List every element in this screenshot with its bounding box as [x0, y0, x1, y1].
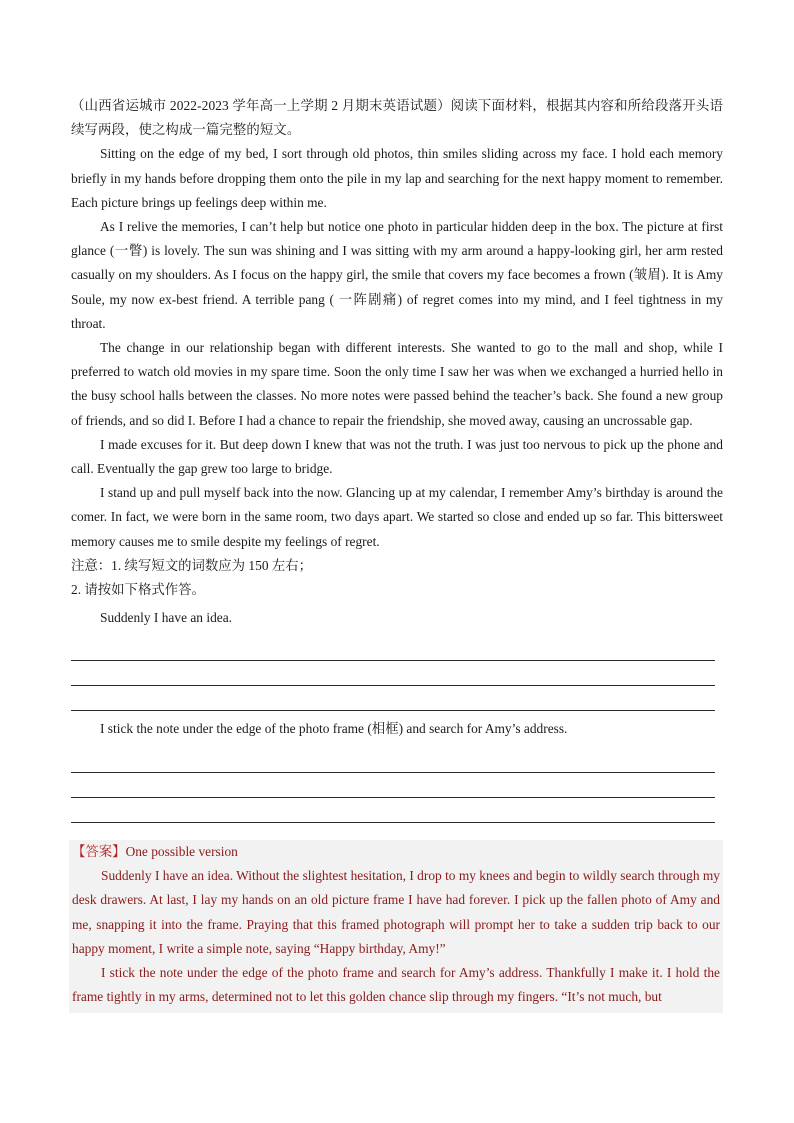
writing-lines-2[interactable]: [71, 748, 723, 823]
source-line: （山西省运城市 2022-2023 学年高一上学期 2 月期末英语试题）阅读下面材料，根据其内容和所给段落开头语续写两段，使之构成一篇完整的短文。: [71, 98, 723, 138]
answer-tag: 【答案】: [72, 844, 126, 859]
answer-line[interactable]: [71, 686, 715, 711]
answer-title: One possible version: [125, 844, 238, 859]
answer-paragraph-1: Suddenly I have an idea. Without the slightest hesitation, I drop to my knees and begin to wildly search through my desk drawers. At last, I lay my hands on an old picture frame I have had forever. I pick up the fallen photo of Amy and me, snapping it into the frame. Praying that this framed photograph will prompt her to take a sudden trip back to our happy moment, I write a simple note, saying “Happy birthday, Amy!”: [72, 868, 720, 956]
passage-paragraph-4: I made excuses for it. But deep down I knew that was not the truth. I was just too nervous to pick up the phone and call. Eventually the gap grew too large to bridge.: [71, 436, 723, 477]
exercise-content: [71, 94, 723, 823]
answer-line[interactable]: [71, 661, 715, 686]
note-1: 注意：1. 续写短文的词数应为 150 左右；: [71, 557, 313, 573]
passage-paragraph-2: As I relive the memories, I can’t help but notice one photo in particular hidden deep in the box. The picture at first glance (一瞥) is lovely. The sun was shining and I was sitting with my arm around a happy-looking girl, her arm rested casually on my shoulders. As I focus on the happy girl, the smile that covers my face becomes a frown (皱眉). It is Amy Soule, my now ex-best friend. A terrible pang ( 一阵剧痛) of regret comes into my mind, and I feel tightness in my throat.: [71, 219, 723, 331]
answer-heading: [69, 840, 723, 864]
passage-paragraph-5: I stand up and pull myself back into the now. Glancing up at my calendar, I remember Amy’s birthday is around the comer. In fact, we were born in the same room, two days apart. We started so close and ended up so far. This bittersweet memory causes me to smile despite my feelings of regret.: [71, 485, 723, 549]
prompt-paragraph-1: Suddenly I have an idea.: [100, 610, 233, 626]
answer-line[interactable]: [71, 773, 715, 798]
prompt-paragraph-2: I stick the note under the edge of the photo frame (相框) and search for Amy’s address.: [100, 721, 568, 737]
note-2: 2. 请按如下格式作答。: [71, 582, 205, 598]
passage-paragraph-3: The change in our relationship began with different interests. She wanted to go to the mall and shop, while I preferred to watch old movies in my spare time. Soon the only time I saw her was when we exchanged a hurried hello in the busy school halls between the classes. No more notes were passed behind the teacher’s back. She found a new group of friends, and so did I. Before I had a chance to repair the friendship, she moved away, causing an uncrossable gap.: [71, 340, 723, 428]
answer-box: [69, 840, 723, 1013]
writing-lines-1[interactable]: [71, 636, 723, 711]
answer-line[interactable]: [71, 636, 715, 661]
passage-paragraph-1: Sitting on the edge of my bed, I sort through old photos, thin smiles sliding across my face. I hold each memory briefly in my hands before dropping them onto the pile in my lap and searching for the next happy moment to remember. Each picture brings up feelings deep within me.: [71, 146, 723, 210]
answer-line[interactable]: [71, 798, 715, 823]
answer-paragraph-2: I stick the note under the edge of the photo frame and search for Amy’s address. Thankfully I make it. I hold the frame tightly in my arms, determined not to let this golden chance slip through my fingers. “It’s not much, but: [72, 965, 720, 1005]
answer-line[interactable]: [71, 748, 715, 773]
